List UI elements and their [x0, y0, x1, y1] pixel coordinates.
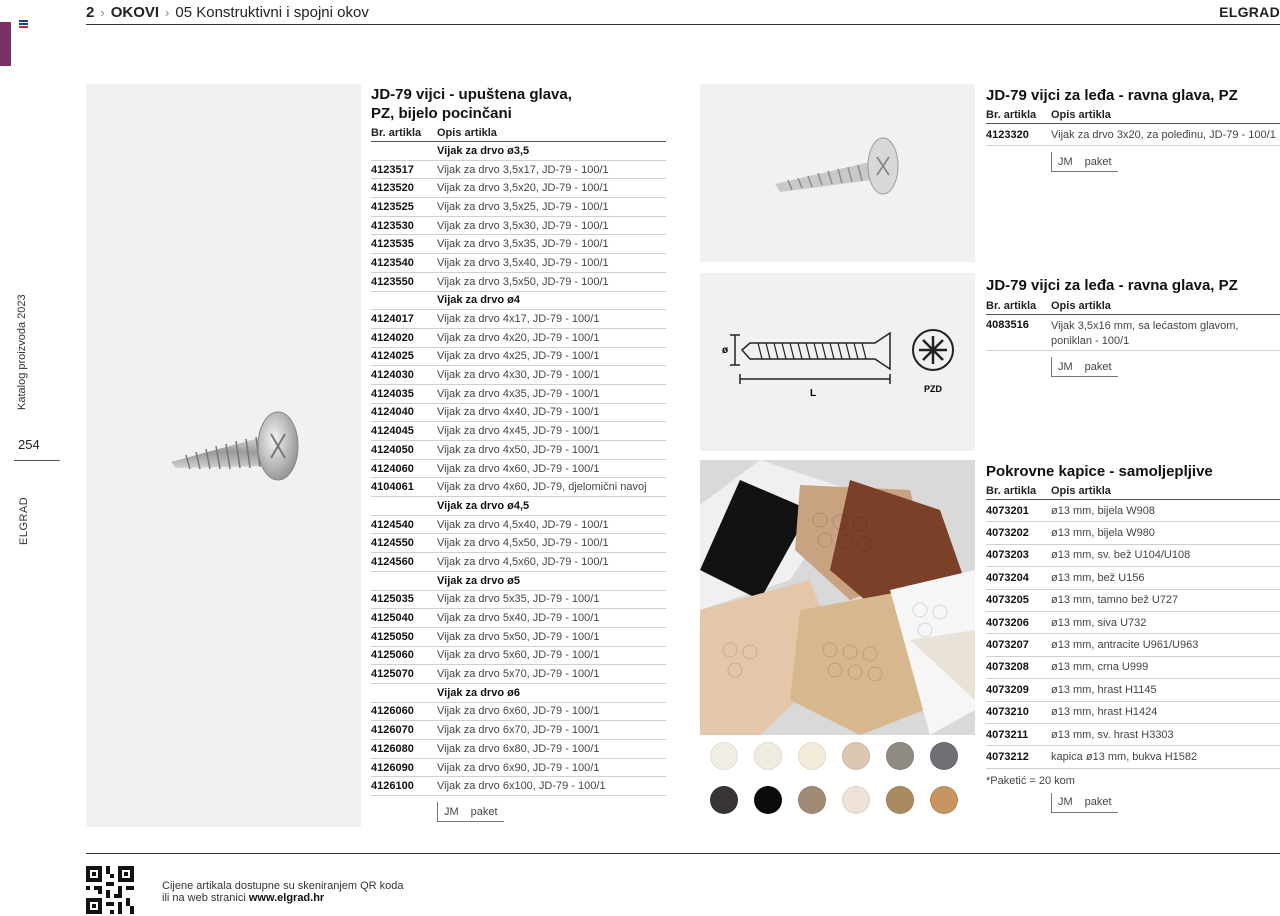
right-mid-table — [986, 297, 1280, 377]
table-row: 4125060 Vijak za drvo 5x60, JD-79 - 100/1 — [371, 647, 666, 666]
table-row: 4123320 Vijak za drvo 3x20, za poleđinu, JD-79 - 100/1 — [986, 124, 1280, 146]
table-row: 4124030 Vijak za drvo 4x30, JD-79 - 100/1 — [371, 366, 666, 385]
left-product-table — [371, 124, 666, 822]
table-row: 4083516 Vijak 3,5x16 mm, sa lećastom glavom, poniklan - 100/1 — [986, 315, 1280, 351]
table-row: 4073208 ø13 mm, crna U999 — [986, 657, 1280, 679]
product-image-back-screw — [700, 84, 975, 262]
unit-badge: JM paket — [1051, 152, 1118, 172]
breadcrumb-page-num: 2 — [86, 3, 95, 21]
section-color-tab — [0, 22, 11, 66]
color-swatch — [710, 786, 738, 814]
column-header-code: Br. artikla — [371, 126, 422, 139]
right-bottom-title: Pokrovne kapice - samoljepljive — [986, 463, 1213, 480]
table-row: 4124025 Vijak za drvo 4x25, JD-79 - 100/1 — [371, 348, 666, 367]
table-header: Br. artikla Opis artikla — [986, 106, 1280, 124]
color-swatch — [842, 786, 870, 814]
color-swatch — [842, 742, 870, 770]
table-row: 4124040 Vijak za drvo 4x40, JD-79 - 100/1 — [371, 404, 666, 423]
product-image-cover-caps — [700, 460, 975, 827]
table-row: 4073209 ø13 mm, hrast H1145 — [986, 679, 1280, 701]
table-group-row: Vijak za drvo ø6 — [371, 684, 666, 703]
table-row: 4123525 Vijak za drvo 3,5x25, JD-79 - 100/1 — [371, 198, 666, 217]
table-row: 4123517 Vijak za drvo 3,5x17, JD-79 - 100/1 — [371, 161, 666, 180]
right-top-table — [986, 106, 1280, 172]
technical-drawing — [700, 273, 975, 451]
flag-icon — [19, 20, 28, 29]
color-swatch — [710, 742, 738, 770]
table-row: 4126060 Vijak za drvo 6x60, JD-79 - 100/1 — [371, 703, 666, 722]
qr-code-icon[interactable] — [86, 866, 134, 914]
table-header: Br. artikla Opis artikla — [986, 482, 1280, 500]
footnote: *Paketić = 20 kom — [986, 774, 1075, 787]
table-row: 4124050 Vijak za drvo 4x50, JD-79 - 100/1 — [371, 441, 666, 460]
unit-badge: JM paket — [1051, 793, 1118, 813]
table-row: 4124020 Vijak za drvo 4x20, JD-79 - 100/1 — [371, 329, 666, 348]
table-header — [371, 124, 666, 142]
table-row: 4123550 Vijak za drvo 3,5x50, JD-79 - 100/1 — [371, 273, 666, 292]
table-row: 4073203 ø13 mm, sv. bež U104/U108 — [986, 545, 1280, 567]
table-row: 4124550 Vijak za drvo 4,5x50, JD-79 - 100/1 — [371, 534, 666, 553]
column-header-desc: Opis artikla — [437, 126, 497, 139]
breadcrumb — [86, 0, 1280, 25]
chevron-right-icon: › — [165, 4, 170, 20]
cover-caps-table — [986, 482, 1280, 813]
rail-divider — [14, 460, 60, 461]
table-row: 4124045 Vijak za drvo 4x45, JD-79 - 100/1 — [371, 422, 666, 441]
header-brand: ELGRAD — [1219, 4, 1280, 20]
color-swatch — [754, 742, 782, 770]
table-row: 4125040 Vijak za drvo 5x40, JD-79 - 100/1 — [371, 609, 666, 628]
table-row: 4125035 Vijak za drvo 5x35, JD-79 - 100/1 — [371, 591, 666, 610]
color-swatch — [886, 786, 914, 814]
table-row: 4073206 ø13 mm, siva U732 — [986, 612, 1280, 634]
table-row: 4073201 ø13 mm, bijela W908 — [986, 500, 1280, 522]
color-swatch — [798, 786, 826, 814]
table-row: 4125050 Vijak za drvo 5x50, JD-79 - 100/1 — [371, 628, 666, 647]
table-row: 4073204 ø13 mm, bež U156 — [986, 567, 1280, 589]
table-group-row: Vijak za drvo ø5 — [371, 572, 666, 591]
table-row: 4126090 Vijak za drvo 6x90, JD-79 - 100/1 — [371, 759, 666, 778]
color-swatch — [754, 786, 782, 814]
breadcrumb-section-title[interactable]: Konstruktivni i spojni okov — [196, 3, 369, 21]
table-row: 4073210 ø13 mm, hrast H1424 — [986, 702, 1280, 724]
table-group-row: Vijak za drvo ø4,5 — [371, 497, 666, 516]
dimension-length: L — [810, 388, 817, 399]
unit-badge: JM paket — [437, 802, 504, 822]
table-row: 4073202 ø13 mm, bijela W980 — [986, 522, 1280, 544]
breadcrumb-section-num: 05 — [175, 3, 193, 21]
table-row: 4123520 Vijak za drvo 3,5x20, JD-79 - 100/1 — [371, 179, 666, 198]
product-image-screw — [86, 84, 361, 827]
table-row: 4123540 Vijak za drvo 3,5x40, JD-79 - 100/1 — [371, 254, 666, 273]
table-row: 4073211 ø13 mm, sv. hrast H3303 — [986, 724, 1280, 746]
table-row: 4124540 Vijak za drvo 4,5x40, JD-79 - 100/1 — [371, 516, 666, 535]
catalog-label: Katalog proizvoda 2023 — [16, 294, 28, 410]
table-row: 4126070 Vijak za drvo 6x70, JD-79 - 100/1 — [371, 721, 666, 740]
table-row: 4126080 Vijak za drvo 6x80, JD-79 - 100/1 — [371, 740, 666, 759]
footer-note: Cijene artikala dostupne su skeniranjem QR koda ili na web stranici www.elgrad.hr — [162, 880, 404, 904]
table-group-row: Vijak za drvo ø4 — [371, 292, 666, 311]
rail-brand: ELGRAD — [18, 496, 30, 545]
table-row: 4125070 Vijak za drvo 5x70, JD-79 - 100/1 — [371, 665, 666, 684]
left-section-title: JD-79 vijci - upuštena glava, PZ, bijelo pocinčani — [371, 86, 572, 122]
table-group-row: Vijak za drvo ø3,5 — [371, 142, 666, 161]
unit-badge: JM paket — [1051, 357, 1118, 377]
table-row: 4073207 ø13 mm, antracite U961/U963 — [986, 634, 1280, 656]
right-mid-title: JD-79 vijci za leđa - ravna glava, PZ — [986, 277, 1238, 294]
dimension-diameter: ø — [722, 345, 729, 356]
table-row: 4124560 Vijak za drvo 4,5x60, JD-79 - 100/1 — [371, 553, 666, 572]
chevron-right-icon: › — [100, 4, 105, 20]
table-row: 4073212 kapica ø13 mm, bukva H1582 — [986, 746, 1280, 768]
breadcrumb-category[interactable]: OKOVI — [110, 3, 160, 21]
table-row: 4104061 Vijak za drvo 4x60, JD-79, djelomični navoj — [371, 478, 666, 497]
color-swatch — [886, 742, 914, 770]
page-number: 254 — [18, 437, 40, 452]
table-row: 4124017 Vijak za drvo 4x17, JD-79 - 100/1 — [371, 310, 666, 329]
table-row: 4123535 Vijak za drvo 3,5x35, JD-79 - 100/1 — [371, 235, 666, 254]
table-row: 4124035 Vijak za drvo 4x35, JD-79 - 100/1 — [371, 385, 666, 404]
table-row: 4126100 Vijak za drvo 6x100, JD-79 - 100/1 — [371, 777, 666, 796]
table-row: 4124060 Vijak za drvo 4x60, JD-79 - 100/1 — [371, 460, 666, 479]
table-header: Br. artikla Opis artikla — [986, 297, 1280, 315]
color-swatch — [930, 742, 958, 770]
website-link[interactable]: www.elgrad.hr — [248, 892, 325, 904]
drive-type-label: PZD — [924, 384, 942, 394]
table-row: 4073205 ø13 mm, tamno bež U727 — [986, 590, 1280, 612]
color-swatch — [930, 786, 958, 814]
right-top-title: JD-79 vijci za leđa - ravna glava, PZ — [986, 87, 1238, 104]
color-swatches — [710, 742, 970, 814]
table-row: 4123530 Vijak za drvo 3,5x30, JD-79 - 100/1 — [371, 217, 666, 236]
color-swatch — [798, 742, 826, 770]
footer-divider — [86, 853, 1280, 854]
